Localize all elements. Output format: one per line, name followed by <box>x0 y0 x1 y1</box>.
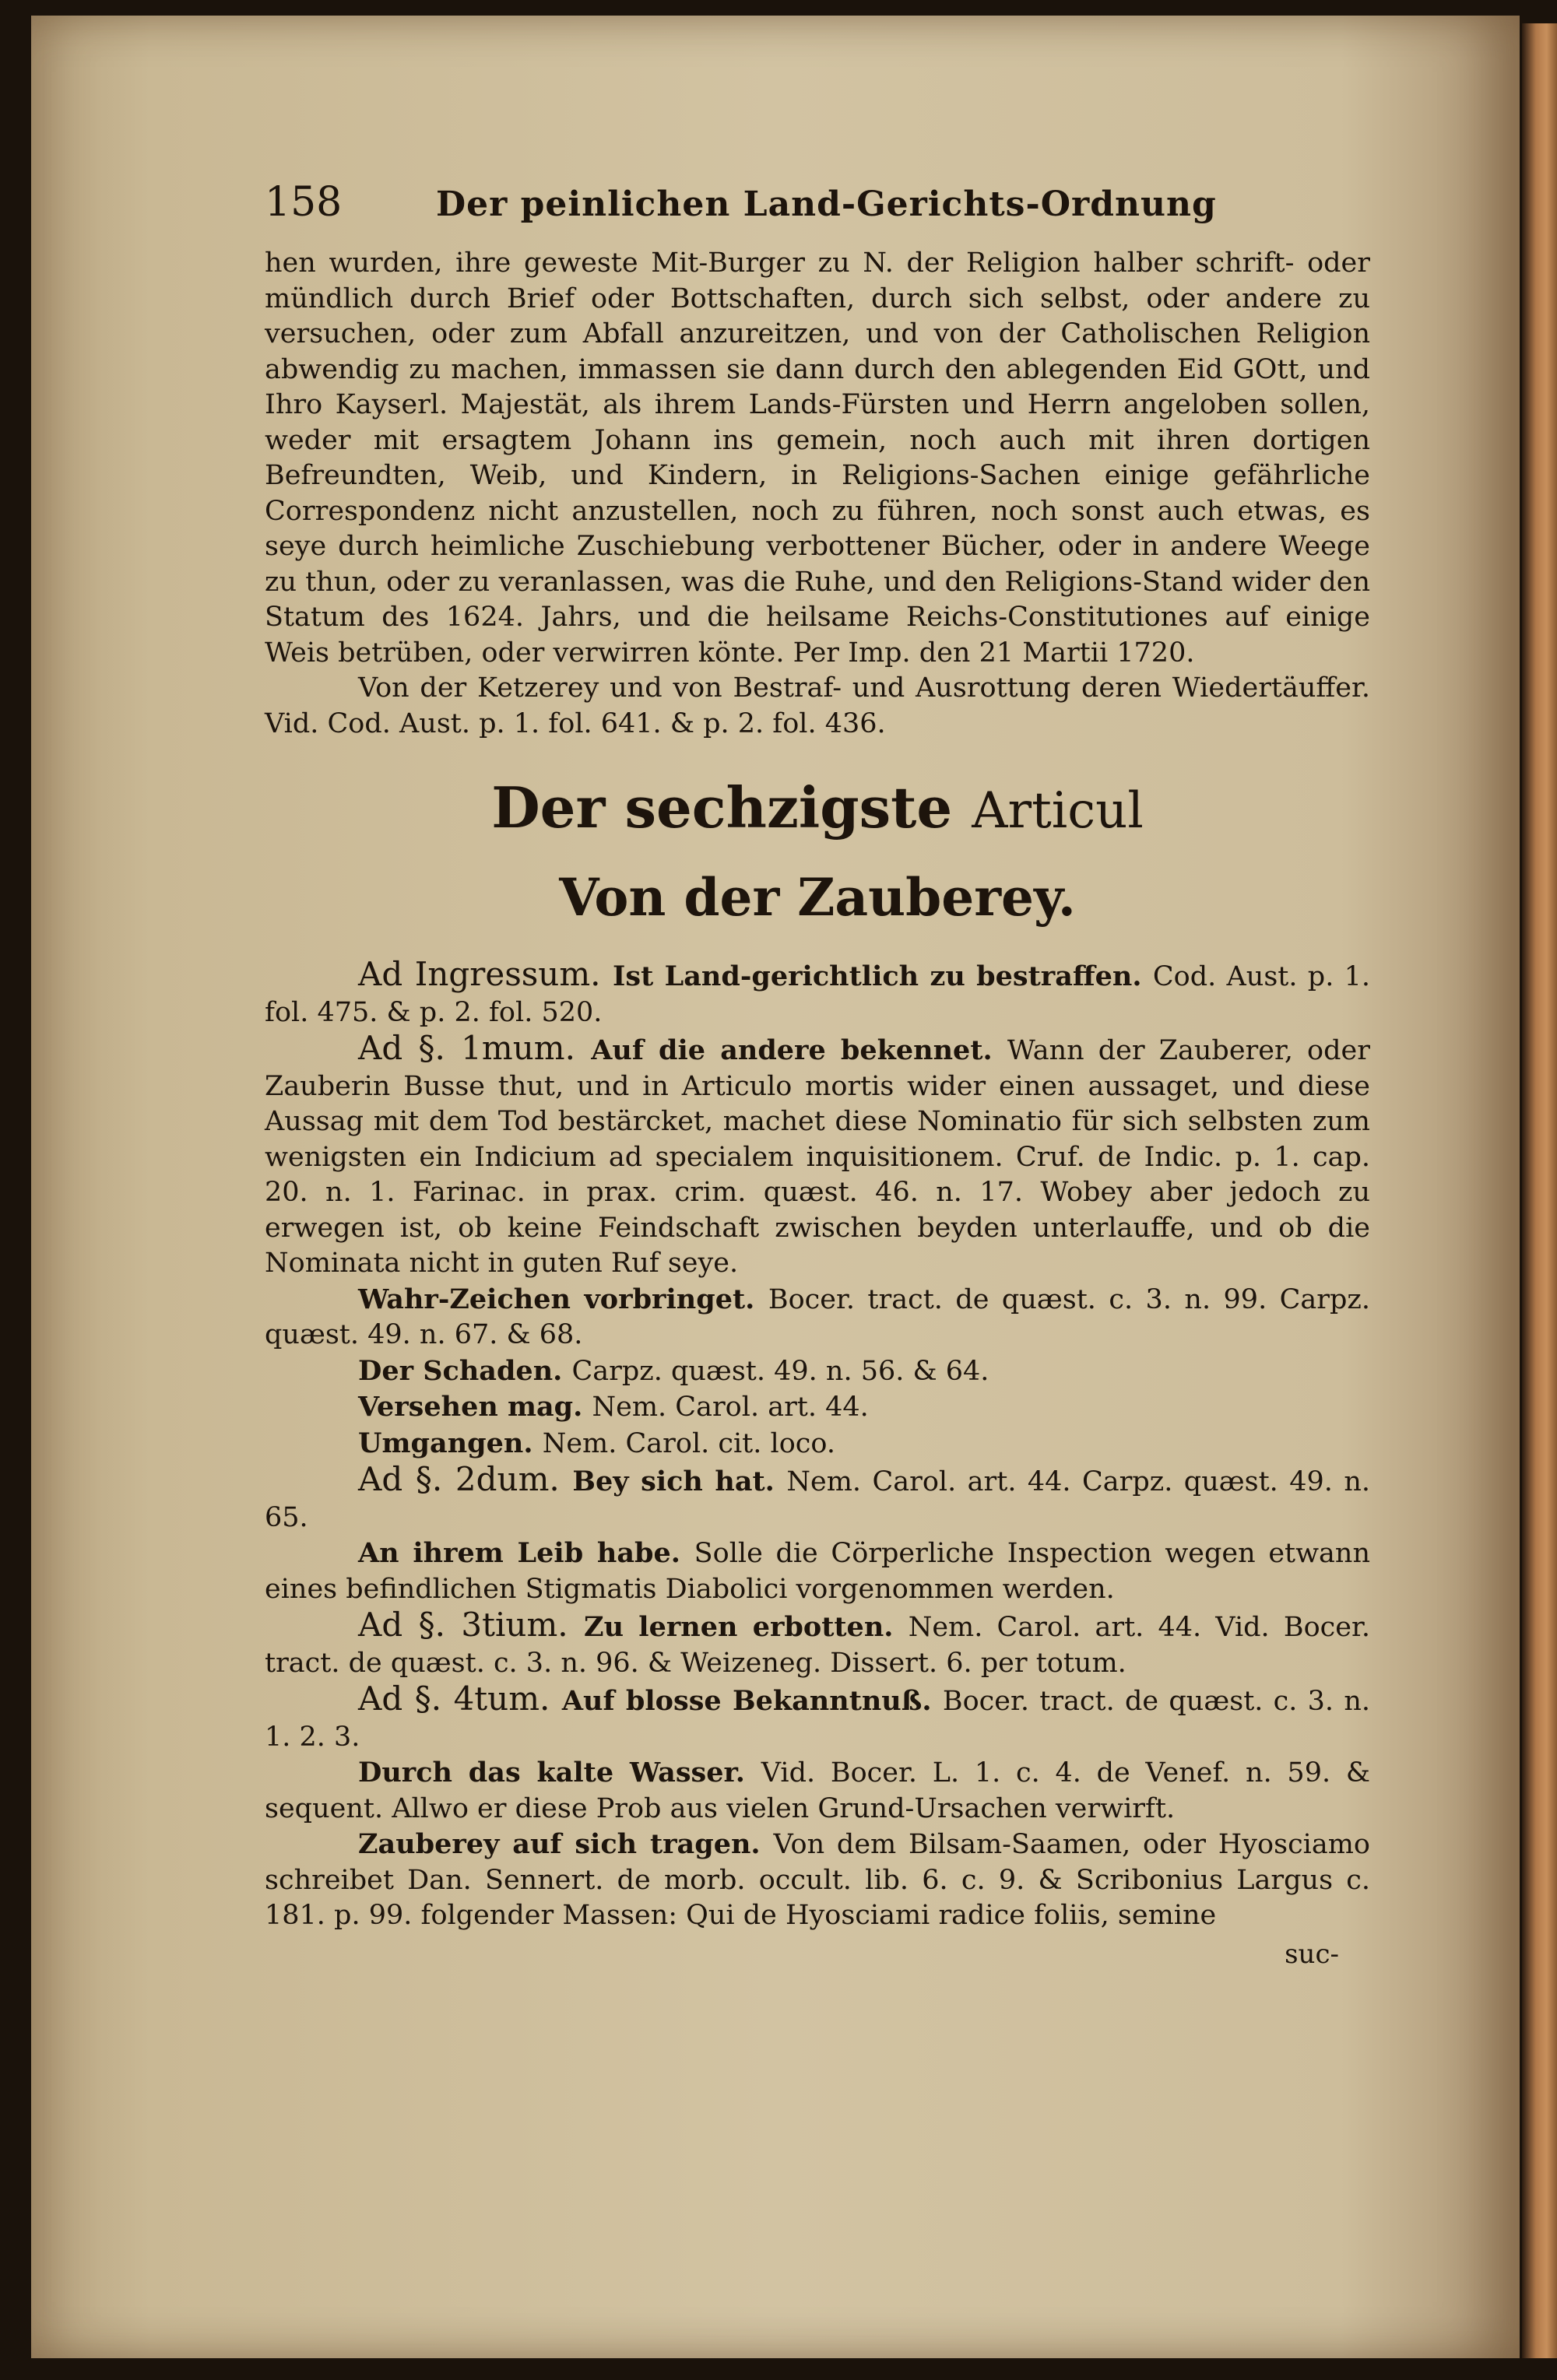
entry-text: Nem. Carol. art. 44. <box>592 1392 869 1423</box>
entry-section-ref: Ad §. 1mum. <box>358 1029 592 1067</box>
entry-keyword: Durch das kalte Wasser. <box>358 1757 761 1789</box>
commentary-entry <box>265 1755 1370 1827</box>
article-title-latin: Articul <box>972 782 1144 840</box>
article-title-german: Der sechzigste <box>491 774 953 841</box>
entry-text: Bocer. tract. de quæst. c. 3. n. 99. Carpz. quæst. 49. n. 67. & 68. <box>265 1283 1370 1350</box>
commentary-entry <box>265 1536 1370 1607</box>
commentary-entry <box>265 1607 1370 1681</box>
page-content <box>265 179 1370 1970</box>
commentary-entry <box>265 1282 1370 1353</box>
entry-keyword: Der Schaden. <box>358 1354 572 1387</box>
entry-keyword: Auf blosse Bekanntnuß. <box>561 1685 943 1717</box>
entry-section-ref: Ad §. 2dum. <box>358 1460 573 1498</box>
entry-text: Vid. Bocer. L. 1. c. 4. de Venef. n. 59. & sequent. Allwo er diese Prob aus vielen Grund-Ursachen verwirft. <box>265 1757 1370 1824</box>
commentary-entry <box>265 1353 1370 1390</box>
top-paragraph: hen wurden, ihre geweste Mit-Burger zu N. der Religion halber schrift- oder mündlich durch Brief oder Bottschaften, durch sich selbst, oder andere zu versuchen, oder zum Abfall anzureitzen, und von der Catholischen Religion abwendig zu machen, immassen sie dann durch den ablegenden Eid GOtt, und Ihro Kayserl. Majestät, als ihrem Lands-Fürsten und Herrn angeloben sollen, weder mit ersagtem Johann ins gemein, noch auch mit ihren dortigen Befreundten, Weib, und Kindern, in Religions-Sachen einige gefährliche Correspondenz nicht anzustellen, noch zu führen, noch sonst auch etwas, es seye durch heimliche Zuschiebung verbottener Bücher, oder in andere Weege zu thun, oder zu veranlassen, was die Ruhe, und den Religions-Stand wider den Statum des 1624. Jahrs, und die heilsame Reichs-Constitutiones auf einige Weis betrüben, oder verwirren könte. Per Imp. den 21 Martii 1720. <box>265 247 1370 669</box>
commentary-entry <box>265 1462 1370 1536</box>
entry-text: Carpz. quæst. 49. n. 56. & 64. <box>571 1355 989 1387</box>
entry-keyword: Umgangen. <box>358 1427 543 1459</box>
article-subtitle: Von der Zauberey. <box>559 867 1076 928</box>
entry-text: Nem. Carol. art. 44. Carpz. quæst. 49. n. 65. <box>265 1466 1371 1533</box>
entry-keyword: Ist Land-gerichtlich zu bestraffen. <box>613 960 1153 992</box>
commentary-entry <box>265 957 1370 1030</box>
article-title <box>265 773 1370 846</box>
entry-text: Bocer. tract. de quæst. c. 3. n. 1. 2. 3. <box>265 1686 1371 1753</box>
entry-text: Nem. Carol. art. 44. Vid. Bocer. tract. de quæst. c. 3. n. 96. & Weizeneg. Dissert. 6. per totum. <box>265 1612 1370 1679</box>
commentary-entry <box>265 1827 1370 1934</box>
entry-section-ref: Ad Ingressum. <box>358 955 613 993</box>
commentary-entries <box>265 957 1370 1934</box>
entry-keyword: An ihrem Leib habe. <box>358 1537 694 1569</box>
entry-keyword: Auf die andere bekennet. <box>591 1034 1007 1066</box>
commentary-entry <box>265 1681 1370 1755</box>
entry-text: Wann der Zauberer, oder Zauberin Busse thut, und in Articulo mortis wider einen aussaget, und diese Aussag mit dem Tod bestärcket, machet diese Nominatio für sich selbsten zum wenigsten ein Indicium ad specialem inquisitionem. Cruf. de Indic. p. 1. cap. 20. n. 1. Farinac. in prax. crim. quæst. 46. n. 17. Wobey aber jedoch zu erwegen ist, ob keine Feindschaft zwischen beyden unterlauffe, und ob die Nominata nicht in guten Ruf seye. <box>265 1035 1370 1279</box>
commentary-entry <box>265 1426 1370 1462</box>
entry-text: Von dem Bilsam-Saamen, oder Hyosciamo schreibet Dan. Sennert. de morb. occult. lib. 6. c. 9. & Scribonius Largus c. 181. p. 99. folgender Massen: Qui de Hyosciami radice foliis, semine <box>265 1829 1370 1931</box>
catchword: suc- <box>1285 1938 1339 1970</box>
entry-keyword: Wahr-Zeichen vorbringet. <box>358 1283 768 1315</box>
entry-keyword: Versehen mag. <box>358 1391 592 1423</box>
page-gutter <box>1522 23 1557 2358</box>
page-header <box>265 179 1370 226</box>
ketzerey-paragraph: Von der Ketzerey und von Bestraf- und Ausrottung deren Wiedertäuffer. Vid. Cod. Aust. p. 1. fol. 641. & p. 2. fol. 436. <box>265 672 1370 739</box>
entry-text: Nem. Carol. cit. loco. <box>542 1427 835 1459</box>
entry-section-ref: Ad §. 4tum. <box>358 1680 562 1718</box>
entry-text: Cod. Aust. p. 1. fol. 475. & p. 2. fol. 520. <box>265 961 1371 1028</box>
page-number: 158 <box>265 179 343 226</box>
entry-keyword: Bey sich hat. <box>572 1466 787 1497</box>
commentary-entry <box>265 1030 1370 1282</box>
entry-section-ref: Ad §. 3tium. <box>358 1606 585 1644</box>
entry-keyword: Zu lernen erbotten. <box>584 1611 909 1643</box>
entry-keyword: Zauberey auf sich tragen. <box>358 1828 774 1860</box>
commentary-entry <box>265 1389 1370 1426</box>
entry-text: Solle die Cörperliche Inspection wegen etwann eines befindlichen Stigmatis Diabolici vorgenommen werden. <box>265 1538 1371 1605</box>
running-head: Der peinlichen Land-Gerichts-Ordnung <box>436 184 1217 224</box>
